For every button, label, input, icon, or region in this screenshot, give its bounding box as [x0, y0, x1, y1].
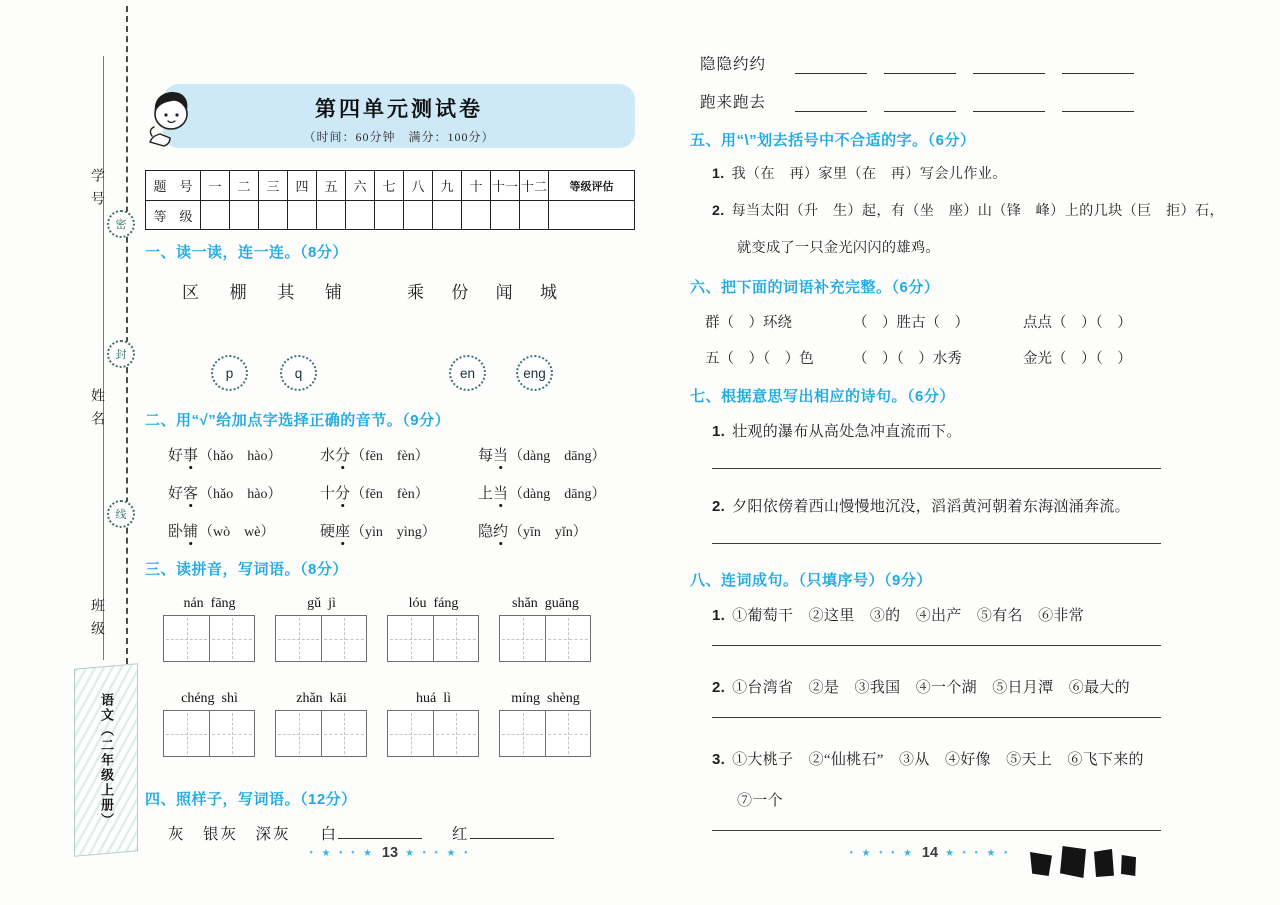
grade-cell — [258, 200, 287, 229]
writing-cell — [500, 616, 545, 661]
grade-row-label: 等 级 — [146, 200, 200, 229]
answer-blank — [795, 94, 867, 112]
score-col-header: 五 — [316, 171, 345, 200]
score-col-header: 七 — [374, 171, 403, 200]
score-col-header: 九 — [432, 171, 461, 200]
question-text: ①台湾省 ②是 ③我国 ④一个湖 ⑤日月潭 ⑥最大的 — [732, 680, 1130, 696]
match-character: 闻 — [495, 283, 513, 302]
writing-grid — [499, 710, 591, 757]
section-5-heading: 五、用“\”划去括号中不合适的字。（6分） — [690, 132, 976, 149]
score-col-header: 等级评估 — [548, 171, 634, 200]
word-dotted-char: 当 — [493, 448, 509, 464]
word-base: 硬 — [320, 524, 336, 540]
section-3-heading: 三、读拼音，写词语。（8分） — [145, 561, 348, 578]
question-text: 夕阳依傍着西山慢慢地沉没，滔滔黄河朝着东海汹涌奔流。 — [732, 499, 1130, 515]
writing-grid — [163, 615, 255, 662]
pinyin-label: shǎn guāng — [512, 596, 579, 611]
match-character: 其 — [277, 283, 295, 302]
word-dotted-char: 分 — [335, 486, 351, 502]
seal-icon-xian: 线 — [107, 500, 135, 528]
pinyin-label: chéng shì — [181, 691, 238, 706]
writing-cell — [388, 711, 433, 756]
writing-cell — [164, 616, 209, 661]
match-character: 棚 — [229, 283, 247, 302]
grade-cell — [432, 200, 461, 229]
star-decor: ★ • • ★ • — [945, 847, 1011, 859]
writing-grid — [163, 710, 255, 757]
question-text: 我（在 再）家里（在 再）写会儿作业。 — [731, 166, 1007, 182]
item-number: 2. — [712, 498, 726, 515]
class-label: 班级 — [89, 598, 104, 644]
grade-cell — [403, 200, 432, 229]
page-footer-right — [835, 845, 1025, 861]
stem-char: 红 — [452, 826, 470, 843]
writing-cell — [433, 616, 478, 661]
syllable-choice-item — [320, 520, 478, 541]
item-number: 1. — [712, 423, 726, 440]
answer-blank — [470, 823, 554, 839]
question-text: 每当太阳（升 生）起，有（坐 座）山（锋 峰）上的几块（巨 拒）石， — [731, 203, 1225, 219]
match-character: 城 — [539, 283, 557, 302]
syllable-choice-item — [168, 482, 320, 503]
pinyin-bubble: p — [211, 355, 248, 391]
pinyin-label: gǔ jì — [307, 596, 336, 611]
word-writing-block — [387, 596, 480, 662]
writing-cell — [209, 616, 254, 661]
phrase-row — [705, 347, 1132, 368]
score-row-label: 题 号 — [153, 179, 193, 194]
pinyin-options: （hǎo hào） — [199, 449, 282, 464]
word-writing-block — [499, 596, 592, 662]
paper-title: 第四单元测试卷 — [315, 98, 483, 121]
syllable-choice-item — [168, 520, 320, 541]
pinyin-writing-row — [163, 596, 611, 662]
question-line — [712, 789, 1164, 810]
question-text: ⑦一个 — [737, 793, 783, 809]
grade-cell — [374, 200, 403, 229]
score-table — [145, 170, 635, 230]
pinyin-options: （dàng dāng） — [509, 487, 606, 502]
student-name-label: 姓名 — [89, 388, 104, 434]
match-character: 乘 — [407, 283, 424, 302]
match-characters-left — [182, 278, 342, 303]
word-writing-block — [275, 691, 368, 757]
syllable-choice-item — [168, 444, 320, 465]
seal-line-solid — [103, 56, 104, 660]
match-characters-right — [407, 278, 557, 303]
answer-blank — [795, 56, 867, 74]
writing-cell — [545, 711, 590, 756]
section-7-items — [712, 420, 1164, 570]
pinyin-bubble: q — [280, 355, 317, 391]
score-col-header: 八 — [403, 171, 432, 200]
pinyin-bubble: eng — [516, 355, 553, 391]
star-decor: ★ • • ★ • — [405, 847, 471, 859]
answer-line — [712, 645, 1161, 646]
grade-cell — [316, 200, 345, 229]
word-writing-block — [163, 596, 256, 662]
match-character: 份 — [451, 283, 469, 302]
answer-line — [712, 543, 1161, 544]
question-line — [712, 237, 1192, 257]
grade-cell — [287, 200, 316, 229]
section-6-phrase-rows — [705, 311, 1132, 383]
question-line — [712, 495, 1164, 516]
answer-blank — [973, 94, 1045, 112]
word-pattern-row — [700, 88, 1134, 112]
word-writing-block — [275, 596, 368, 662]
pinyin-bubbles-left — [211, 355, 317, 391]
score-col-header: 四 — [287, 171, 316, 200]
answer-blank — [338, 823, 422, 839]
pinyin-options: （hǎo hào） — [199, 487, 282, 502]
grade-cell — [490, 200, 519, 229]
pinyin-bubble: en — [449, 355, 486, 391]
word-dotted-char: 座 — [335, 524, 351, 540]
pattern-word: 隐隐约约 — [700, 56, 767, 73]
question-line — [712, 163, 1192, 183]
word-dotted-char: 约 — [493, 524, 509, 540]
score-col-header: 一 — [200, 171, 229, 200]
word-writing-block — [163, 691, 256, 757]
example-words: 灰 银灰 深灰 — [168, 826, 291, 843]
seal-icon-feng: 封 — [107, 340, 135, 368]
writing-cell — [209, 711, 254, 756]
section-2-heading: 二、用“√”给加点字选择正确的音节。（9分） — [145, 412, 451, 429]
page-number: 13 — [381, 845, 399, 861]
page-footer-left — [295, 845, 485, 861]
scan-artifact — [1030, 842, 1140, 882]
word-base: 好 — [168, 448, 184, 464]
grade-cell — [519, 200, 548, 229]
student-number-label: 学号 — [89, 168, 104, 214]
word-dotted-char: 铺 — [183, 524, 199, 540]
question-text: 就变成了一只金光闪闪的雄鸡。 — [737, 240, 940, 256]
paper-title-box — [163, 84, 635, 148]
word-writing-block — [499, 691, 592, 757]
word-base: 每 — [478, 448, 494, 464]
writing-grid — [275, 710, 367, 757]
syllable-choice-item — [320, 482, 478, 503]
score-col-header: 六 — [345, 171, 374, 200]
score-col-header: 十一 — [490, 171, 519, 200]
phrase-blank: 五（ ）（ ）色 — [705, 351, 814, 367]
seal-line-dashed — [126, 6, 128, 664]
word-dotted-char: 分 — [335, 448, 351, 464]
item-number: 2. — [712, 679, 726, 696]
answer-blank — [884, 56, 956, 74]
phrase-blank: 群（ ）环绕 — [705, 315, 792, 331]
pinyin-options: （fēn fèn） — [351, 449, 429, 464]
writing-cell — [276, 711, 321, 756]
writing-cell — [321, 711, 366, 756]
book-edition-label — [74, 663, 138, 857]
seal-icon-mi: 密 — [107, 210, 135, 238]
answer-blank — [1062, 56, 1134, 74]
word-writing-block — [387, 691, 480, 757]
phrase-blank: （ ）（ ）水秀 — [853, 351, 962, 367]
grade-cell — [200, 200, 229, 229]
phrase-row — [705, 311, 1132, 332]
word-pattern-continuation — [700, 50, 1134, 126]
item-number: 3. — [712, 751, 726, 768]
phrase-blank: （ ）胜古（ ） — [853, 315, 969, 331]
word-pattern-row — [700, 50, 1134, 74]
score-col-header: 三 — [258, 171, 287, 200]
book-edition-text: 语文（二年级上册） — [98, 692, 114, 828]
stem-char: 白 — [320, 826, 339, 843]
phrase-blank: 点点（ ）（ ） — [1023, 315, 1132, 331]
question-line — [712, 748, 1164, 769]
section-1-heading: 一、读一读，连一连。（8分） — [145, 244, 348, 261]
question-line — [712, 676, 1164, 697]
answer-line — [712, 468, 1161, 469]
word-pattern-example-line — [168, 822, 554, 844]
syllable-choice-item — [478, 444, 648, 465]
answer-blank — [1062, 94, 1134, 112]
pinyin-options: （fēn fèn） — [351, 487, 429, 502]
question-text: ①大桃子 ②“仙桃石” ③从 ④好像 ⑤天上 ⑥飞下来的 — [732, 752, 1144, 768]
grade-cell — [229, 200, 258, 229]
section-4-heading: 四、照样子，写词语。（12分） — [145, 791, 357, 808]
pinyin-options: （yìn yìng） — [351, 525, 436, 540]
syllable-choice-item — [320, 444, 478, 465]
question-text: ①葡萄干 ②这里 ③的 ④出产 ⑤有名 ⑥非常 — [732, 608, 1085, 624]
word-base: 隐 — [478, 524, 494, 540]
writing-cell — [545, 616, 590, 661]
question-line — [712, 200, 1225, 220]
word-dotted-char: 当 — [493, 486, 509, 502]
writing-cell — [388, 616, 433, 661]
answer-blank — [884, 94, 956, 112]
match-character: 区 — [182, 283, 199, 302]
pinyin-writing-row — [163, 691, 611, 757]
answer-line — [712, 717, 1161, 718]
section-5-items — [712, 163, 1225, 274]
word-base: 好 — [168, 486, 184, 502]
page-number: 14 — [921, 845, 939, 861]
item-number: 2. — [712, 203, 725, 219]
phrase-blank: 金光（ ）（ ） — [1023, 351, 1132, 367]
star-decor: • ★ • • ★ — [849, 847, 915, 859]
score-col-header: 十二 — [519, 171, 548, 200]
pinyin-bubbles-right — [449, 355, 553, 391]
item-number: 1. — [712, 607, 726, 624]
star-decor: • ★ • • ★ — [309, 847, 375, 859]
score-col-header: 十 — [461, 171, 490, 200]
syllable-choice-item — [478, 520, 648, 541]
section-7-heading: 七、根据意思写出相应的诗句。（6分） — [690, 388, 955, 405]
pinyin-options: （wò wè） — [199, 525, 275, 540]
answer-blank — [973, 56, 1045, 74]
word-dotted-char: 事 — [183, 448, 199, 464]
pinyin-label: míng shèng — [511, 691, 580, 706]
writing-cell — [276, 616, 321, 661]
question-text: 壮观的瀑布从高处急冲直流而下。 — [732, 424, 962, 440]
writing-grid — [275, 615, 367, 662]
match-character: 铺 — [324, 283, 342, 302]
section-8-items — [712, 604, 1164, 861]
writing-cell — [433, 711, 478, 756]
syllable-choice-grid — [168, 444, 648, 541]
pattern-word: 跑来跑去 — [700, 94, 767, 111]
pinyin-options: （yīn yǐn） — [509, 525, 587, 540]
syllable-choice-item — [478, 482, 648, 503]
section-8-heading: 八、连词成句。（只填序号）（9分） — [690, 572, 932, 589]
word-base: 上 — [478, 486, 494, 502]
writing-cell — [321, 616, 366, 661]
pinyin-label: nán fāng — [183, 596, 236, 611]
grade-cell — [548, 200, 634, 229]
section-6-heading: 六、把下面的词语补充完整。（6分） — [690, 279, 940, 296]
question-line — [712, 604, 1164, 625]
paper-subtitle: （时间：60分钟 满分：100分） — [303, 130, 495, 144]
word-base: 十 — [320, 486, 336, 502]
pinyin-label: huá lì — [416, 691, 451, 706]
item-number: 1. — [712, 166, 725, 182]
mascot-boy-icon — [140, 86, 198, 150]
word-base: 卧 — [168, 524, 184, 540]
word-dotted-char: 客 — [183, 486, 199, 502]
pinyin-options: （dàng dāng） — [509, 449, 606, 464]
pinyin-label: zhǎn kāi — [296, 691, 347, 706]
writing-cell — [500, 711, 545, 756]
writing-grid — [387, 710, 479, 757]
pinyin-label: lóu fáng — [408, 596, 459, 611]
writing-cell — [164, 711, 209, 756]
question-line — [712, 420, 1164, 441]
word-base: 水 — [320, 448, 336, 464]
answer-line — [712, 830, 1161, 831]
score-col-header: 二 — [229, 171, 258, 200]
grade-cell — [461, 200, 490, 229]
writing-grid — [387, 615, 479, 662]
grade-cell — [345, 200, 374, 229]
writing-grid — [499, 615, 591, 662]
